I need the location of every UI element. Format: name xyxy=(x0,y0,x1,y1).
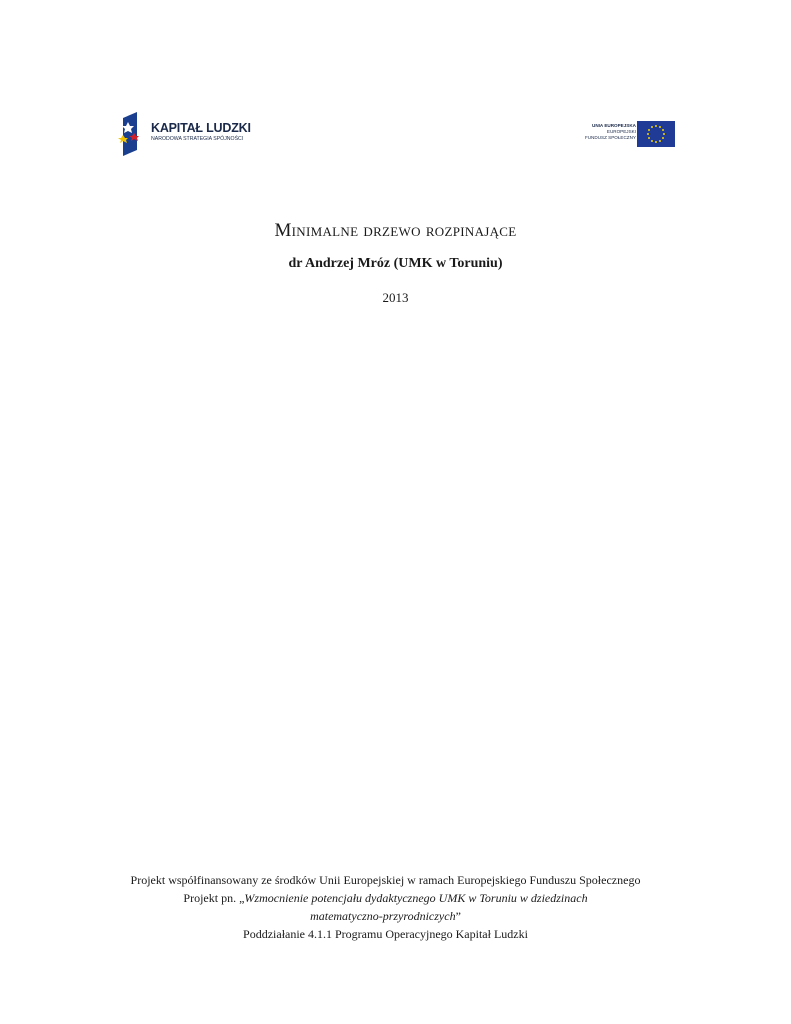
kapital-ludzki-name: KAPITAŁ LUDZKI xyxy=(151,121,251,135)
kapital-ludzki-emblem-icon xyxy=(117,112,147,156)
document-year: 2013 xyxy=(382,290,409,305)
footer-project-name-2: matematyczno-przyrodniczych xyxy=(310,909,456,923)
eu-esf-logo xyxy=(575,120,675,148)
kapital-ludzki-logo xyxy=(117,112,251,156)
funding-footer xyxy=(0,871,771,943)
footer-project-prefix: Projekt pn. „ xyxy=(183,891,245,905)
eu-logo-line2: EUROPEJSKI xyxy=(606,129,636,134)
footer-line-3 xyxy=(0,907,771,925)
document-title: Minimalne drzewo rozpinające xyxy=(274,220,517,241)
footer-line-1: Projekt współfinansowany ze środków Unii Europejskiej w ramach Europejskiego Funduszu Społecznego xyxy=(130,873,641,887)
footer-project-suffix: ” xyxy=(455,909,461,923)
footer-line-4: Poddziałanie 4.1.1 Programu Operacyjnego Kapitał Ludzki xyxy=(243,927,528,941)
eu-logo-line3: FUNDUSZ SPOŁECZNY xyxy=(584,135,636,140)
kapital-ludzki-tagline: NARODOWA STRATEGIA SPÓJNOŚCI xyxy=(151,136,244,142)
footer-line-2 xyxy=(0,889,771,907)
eu-flag-icon xyxy=(637,121,675,147)
footer-project-name-1: Wzmocnienie potencjału dydaktycznego UMK w Toruniu w dziedzinach xyxy=(244,891,588,905)
eu-logo-text xyxy=(585,123,636,141)
document-author: dr Andrzej Mróz (UMK w Toruniu) xyxy=(288,256,503,271)
eu-logo-line1: UNIA EUROPEJSKA xyxy=(592,123,636,128)
